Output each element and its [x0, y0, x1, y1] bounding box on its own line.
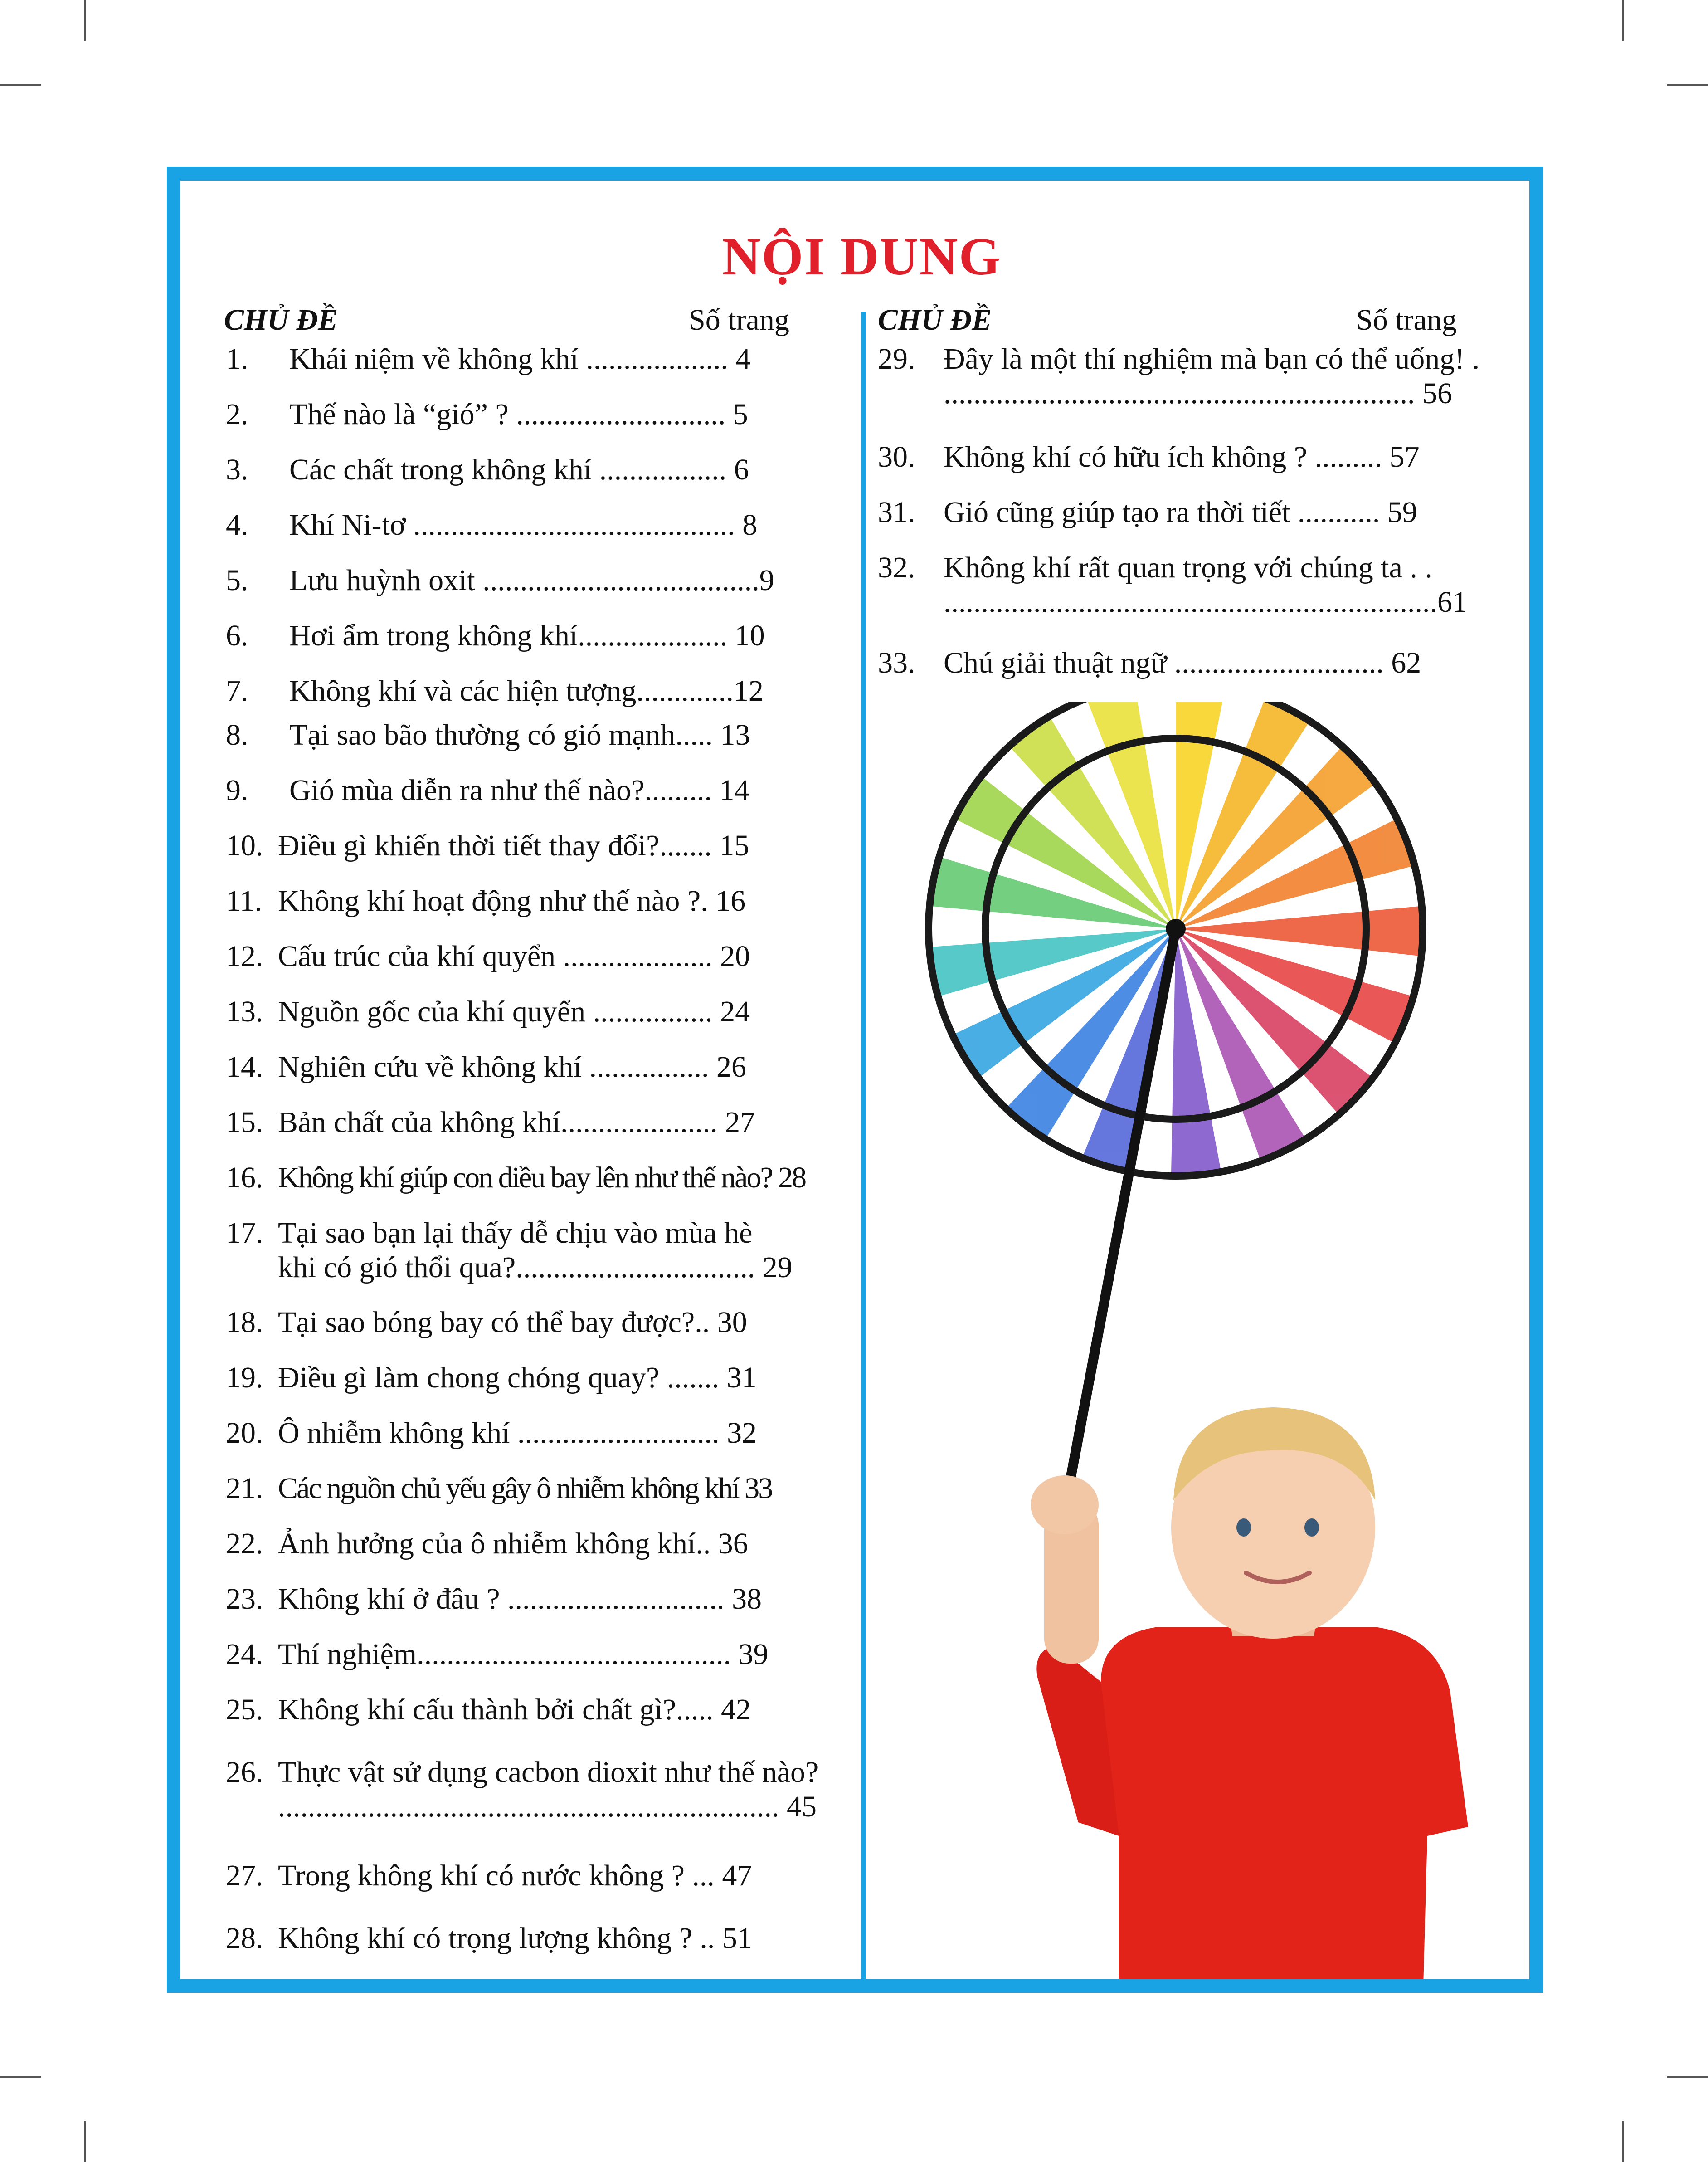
toc-entry-title: Không khí có hữu ích không ? ......... 57 — [944, 440, 1420, 473]
toc-entry-number: 27. — [226, 1859, 263, 1892]
toc-entry — [878, 646, 1522, 682]
toc-entry — [226, 1582, 852, 1618]
crop-mark — [1667, 2076, 1708, 2078]
toc-entry — [226, 939, 852, 976]
toc-entry-title: Nguồn gốc của khí quyển ................ 24 — [278, 995, 750, 1028]
toc-entry — [226, 1361, 852, 1397]
left-column-header — [224, 303, 832, 339]
toc-entry-title: Điều gì khiến thời tiết thay đổi?....... 15 — [278, 829, 749, 862]
crop-mark — [1667, 84, 1708, 86]
toc-entry-number: 3. — [226, 453, 248, 486]
toc-entry-number: 31. — [878, 496, 915, 529]
crop-mark — [84, 2121, 86, 2162]
toc-entry-title: Trong không khí có nước không ? ... 47 — [278, 1859, 752, 1892]
toc-entry-title: Không khí có trọng lượng không ? .. 51 — [278, 1922, 752, 1955]
toc-entry — [878, 440, 1522, 476]
page-title: NỘI DUNG — [722, 227, 1002, 286]
toc-entry-number: 29. — [878, 342, 915, 376]
toc-entry — [226, 718, 852, 754]
toc-entry-number: 8. — [226, 718, 248, 752]
toc-entry-title: Khái niệm về không khí ................... 4 — [289, 342, 751, 376]
toc-entry — [226, 884, 852, 920]
crop-mark — [84, 0, 86, 41]
toc-entry-number: 20. — [226, 1416, 263, 1449]
toc-entry-continuation: ................................................................... 45 — [278, 1790, 817, 1823]
toc-entry-number: 4. — [226, 508, 248, 542]
toc-entry — [226, 1216, 852, 1288]
toc-entry-number: 11. — [226, 884, 263, 918]
toc-entry — [878, 551, 1522, 623]
toc-entry — [226, 1471, 852, 1508]
toc-entry-number: 24. — [226, 1638, 263, 1671]
toc-entry — [226, 1693, 852, 1729]
toc-entry-number: 18. — [226, 1306, 263, 1339]
toc-entry-number: 15. — [226, 1106, 263, 1139]
crop-mark — [0, 2076, 41, 2078]
toc-entry-number: 14. — [226, 1050, 263, 1083]
toc-entry-title: Thế nào là “gió” ? ............................ 5 — [289, 398, 748, 431]
boy-illustration — [1031, 1407, 1468, 1993]
toc-entry-title: Thực vật sử dụng cacbon dioxit như thế nào? — [278, 1756, 819, 1789]
toc-entry-number: 28. — [226, 1922, 263, 1955]
toc-entry-title: Ảnh hưởng của ô nhiễm không khí.. 36 — [278, 1527, 748, 1560]
toc-entry-number: 12. — [226, 940, 263, 973]
toc-entry — [226, 342, 852, 378]
toc-entry-title: Không khí ở đâu ? ............................. 38 — [278, 1582, 762, 1615]
toc-entry-title: Gió mùa diễn ra như thế nào?......... 14 — [289, 774, 749, 807]
toc-entry-title: Khí Ni-tơ ........................................... 8 — [289, 508, 758, 542]
toc-entry-title: Không khí rất quan trọng với chúng ta . . — [944, 551, 1432, 584]
toc-entry-number: 6. — [226, 619, 248, 652]
toc-entry-continuation: ..................................................................61 — [944, 586, 1467, 619]
toc-entry-title: Không khí hoạt động như thế nào ?. 16 — [278, 884, 746, 918]
toc-entry-title: Các chất trong không khí ................. 6 — [289, 453, 749, 486]
boy-pinwheel-illustration — [865, 702, 1543, 1993]
toc-entry — [226, 1637, 852, 1674]
toc-entry — [226, 1755, 852, 1828]
toc-entry-number: 32. — [878, 551, 915, 584]
toc-entry — [226, 829, 852, 865]
toc-entry — [226, 508, 852, 544]
toc-entry-title: Không khí cấu thành bởi chất gì?..... 42 — [278, 1693, 751, 1726]
toc-entry-number: 7. — [226, 674, 248, 708]
crop-mark — [0, 84, 41, 86]
toc-entry — [226, 1921, 852, 1957]
toc-entry — [226, 1161, 852, 1197]
toc-entry — [226, 674, 852, 710]
toc-entry-title: Tại sao bóng bay có thể bay được?.. 30 — [278, 1306, 747, 1339]
toc-entry-title: Tại sao bạn lại thấy dễ chịu vào mùa hè — [278, 1216, 753, 1249]
crop-mark — [1622, 0, 1624, 41]
toc-entry-title: Chú giải thuật ngữ ............................ 62 — [944, 646, 1421, 679]
toc-entry-title: Thí nghiệm.......................................... 39 — [278, 1638, 769, 1671]
toc-entry-title: Hơi ẩm trong không khí.................... 10 — [289, 619, 765, 652]
toc-entry — [878, 342, 1522, 415]
toc-entry-number: 21. — [226, 1472, 263, 1505]
toc-entry-number: 23. — [226, 1582, 263, 1615]
toc-entry — [226, 563, 852, 600]
pinwheel-icon — [929, 702, 1423, 1509]
toc-entry — [226, 1859, 852, 1895]
toc-entry — [226, 619, 852, 655]
toc-entry-number: 30. — [878, 440, 915, 473]
toc-entry — [226, 1105, 852, 1142]
toc-entry-continuation: ............................................................... 56 — [944, 377, 1452, 410]
toc-entry — [226, 1527, 852, 1563]
toc-entry-number: 19. — [226, 1361, 263, 1394]
toc-entry-number: 17. — [226, 1216, 263, 1249]
toc-entry-title: Bản chất của không khí..................... 27 — [278, 1106, 755, 1139]
contents-frame — [167, 167, 1543, 1993]
right-column-header — [878, 303, 1513, 339]
topic-header: CHỦ ĐỀ — [224, 303, 338, 337]
toc-entry — [226, 1416, 852, 1452]
toc-entry-title: Các nguồn chủ yếu gây ô nhiễm không khí 33 — [278, 1472, 772, 1505]
toc-entry-title: Không khí giúp con diều bay lên như thế nào? 28 — [278, 1161, 806, 1194]
toc-entry-continuation: khi có gió thổi qua?................................ 29 — [278, 1251, 793, 1284]
toc-entry-number: 2. — [226, 398, 248, 431]
toc-entry — [226, 995, 852, 1031]
toc-entry — [226, 453, 852, 489]
toc-entry-title: Tại sao bão thường có gió mạnh..... 13 — [289, 718, 750, 752]
toc-entry-title: Cấu trúc của khí quyển .................... 20 — [278, 940, 750, 973]
toc-entry — [226, 1305, 852, 1342]
toc-entry-title: Gió cũng giúp tạo ra thời tiết ........... 59 — [944, 496, 1417, 529]
toc-entry-number: 22. — [226, 1527, 263, 1560]
toc-entry — [878, 495, 1522, 532]
toc-entry-number: 9. — [226, 774, 248, 807]
toc-entry-title: Ô nhiễm không khí ........................... 32 — [278, 1416, 757, 1449]
toc-entry-title: Đây là một thí nghiệm mà bạn có thể uống! . — [944, 342, 1480, 376]
toc-entry-number: 13. — [226, 995, 263, 1028]
toc-entry-number: 16. — [226, 1161, 263, 1194]
toc-entry-number: 25. — [226, 1693, 263, 1726]
toc-entry-number: 10. — [226, 829, 263, 862]
toc-entry-number: 26. — [226, 1756, 263, 1789]
toc-entry-number: 33. — [878, 646, 915, 679]
toc-entry — [226, 397, 852, 434]
crop-mark — [1622, 2121, 1624, 2162]
page-header: Số trang — [1356, 303, 1457, 337]
toc-entry — [226, 1050, 852, 1086]
toc-entry-title: Lưu huỳnh oxit .....................................9 — [289, 564, 774, 597]
toc-entry-title: Điều gì làm chong chóng quay? ....... 31 — [278, 1361, 757, 1394]
page-header: Số trang — [689, 303, 789, 337]
toc-entry-number: 1. — [226, 342, 248, 376]
toc-entry — [226, 773, 852, 810]
toc-entry-title: Không khí và các hiện tượng.............12 — [289, 674, 764, 708]
topic-header: CHỦ ĐỀ — [878, 303, 992, 337]
toc-entry-number: 5. — [226, 564, 248, 597]
toc-entry-title: Nghiên cứu về không khí ................ 26 — [278, 1050, 746, 1083]
